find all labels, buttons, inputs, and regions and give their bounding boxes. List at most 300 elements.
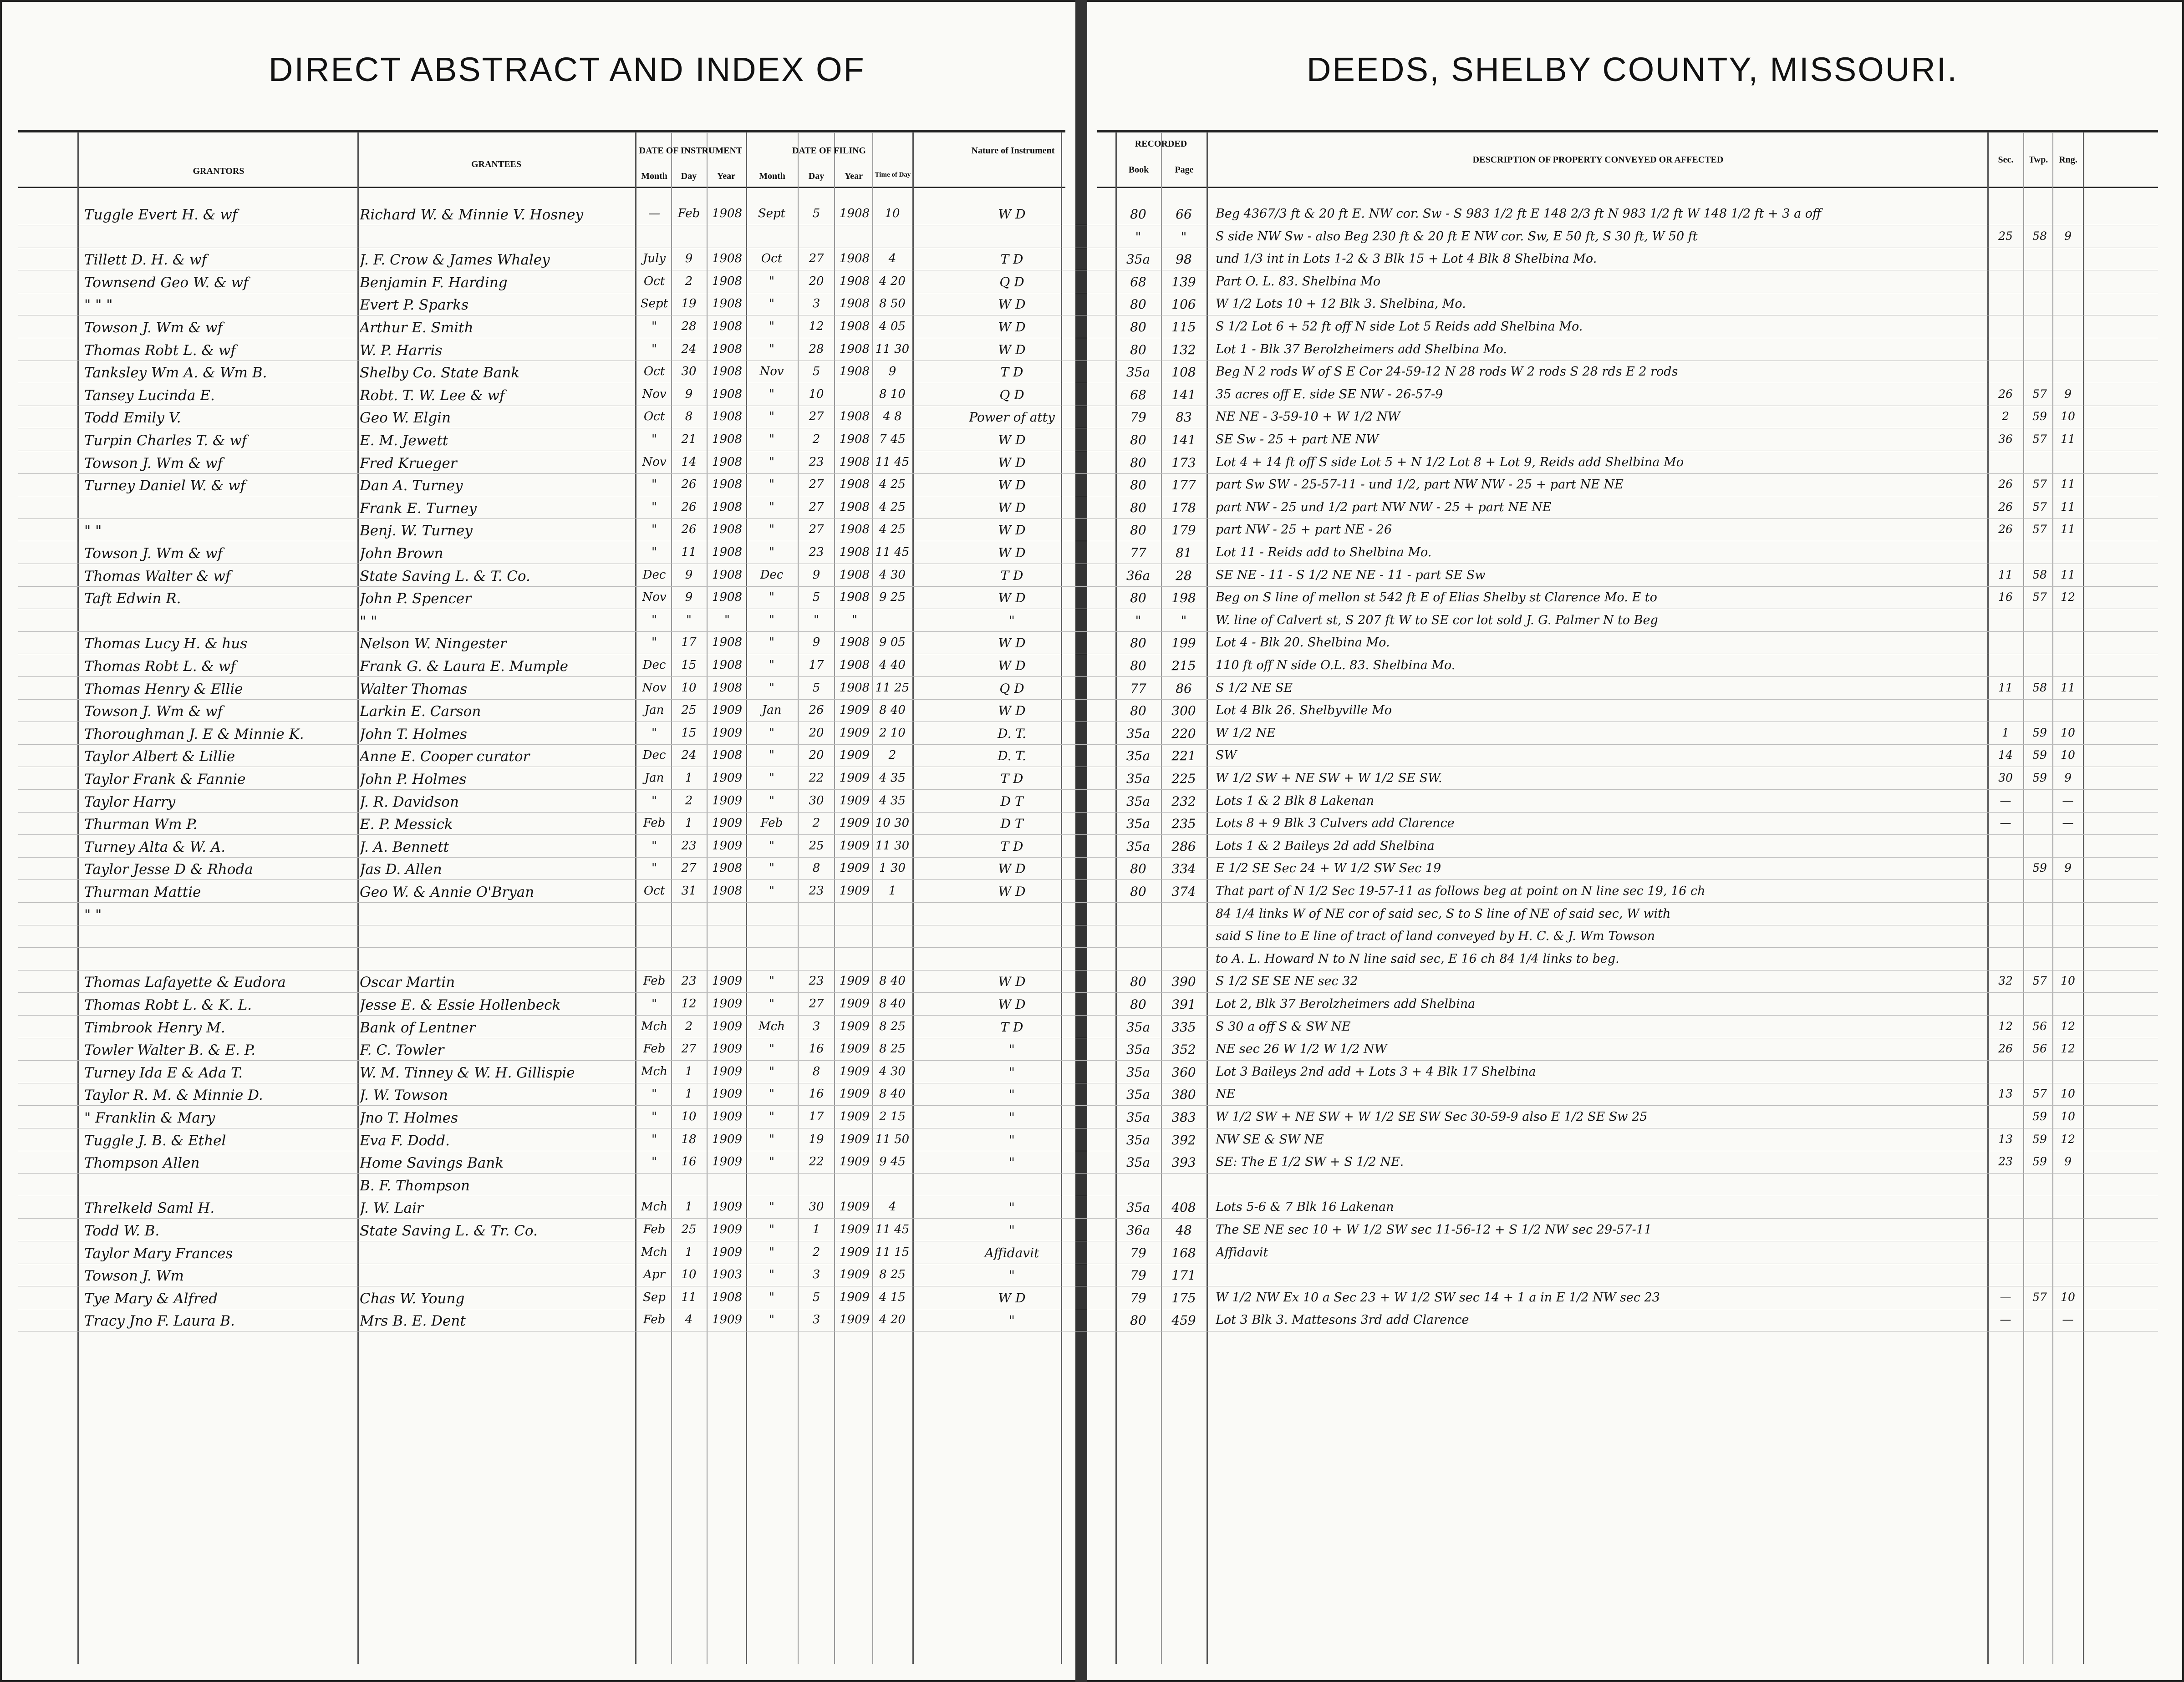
- sec-cell: —: [2000, 793, 2011, 807]
- filing-time-cell: 4 35: [879, 793, 906, 808]
- filing-day-cell: 27: [809, 500, 824, 514]
- instrument-day-cell: 1: [685, 1087, 693, 1101]
- nature-cell: ": [1009, 1200, 1015, 1215]
- filing-month-cell: ": [769, 884, 774, 898]
- filing-day-cell: 25: [809, 838, 824, 853]
- filing-day-cell: 30: [809, 793, 824, 808]
- description-cell: Lot 4 Blk 26. Shelbyville Mo: [1216, 703, 1392, 718]
- instrument-day-cell: 16: [681, 1155, 697, 1169]
- grantor-cell: Taylor Albert & Lillie: [84, 748, 235, 765]
- twp-cell: 59: [2032, 771, 2047, 784]
- filing-year-cell: 1908: [839, 523, 870, 537]
- instrument-year-cell: 1909: [712, 838, 743, 853]
- filing-day-cell: 9: [812, 568, 820, 582]
- filing-day-cell: 5: [812, 681, 820, 695]
- description-cell: Beg N 2 rods W of S E Cor 24-59-12 N 28 rods W 2 rods S 28 rds E 2 rods: [1216, 365, 1678, 379]
- nature-cell: W D: [998, 974, 1026, 990]
- nature-cell: W D: [998, 545, 1026, 560]
- description-cell: SE NE - 11 - S 1/2 NE NE - 11 - part SE Sw: [1216, 568, 1486, 582]
- instrument-month-cell: ": [652, 1087, 657, 1101]
- nature-cell: ": [1009, 1042, 1015, 1057]
- instrument-day-cell: 15: [681, 658, 697, 672]
- table-row: [0, 1310, 2184, 1331]
- rng-cell: 9: [2064, 387, 2072, 401]
- table-row: [0, 362, 2184, 383]
- page-cell: 408: [1171, 1200, 1196, 1215]
- page-cell: 300: [1171, 703, 1196, 719]
- description-cell: und 1/3 int in Lots 1-2 & 3 Blk 15 + Lot 4 Blk 8 Shelbina Mo.: [1216, 252, 1597, 266]
- grantor-cell: " Franklin & Mary: [84, 1110, 215, 1126]
- instrument-month-cell: Nov: [642, 681, 667, 695]
- nature-cell: W D: [998, 884, 1026, 899]
- table-row: [0, 452, 2184, 473]
- grantor-cell: " " ": [84, 297, 113, 314]
- table-row: [0, 656, 2184, 676]
- instrument-month-cell: ": [652, 320, 657, 333]
- rng-cell: 10: [2061, 726, 2075, 739]
- twp-cell: 57: [2032, 1087, 2047, 1101]
- sec-cell: 13: [1998, 1087, 2013, 1101]
- grantor-cell: Towson J. Wm & wf: [84, 320, 223, 336]
- grantee-cell: B. F. Thompson: [360, 1177, 470, 1194]
- instrument-year-cell: 1909: [712, 1042, 743, 1056]
- instrument-month-cell: Nov: [642, 590, 667, 605]
- grantee-cell: J. F. Crow & James Whaley: [360, 252, 550, 269]
- twp-cell: 56: [2032, 1042, 2047, 1056]
- table-row: [0, 836, 2184, 857]
- instrument-year-cell: 1909: [712, 1313, 743, 1327]
- filing-year-cell: 1909: [839, 1245, 870, 1259]
- table-row: [0, 1288, 2184, 1309]
- filing-time-cell: 4 20: [879, 1313, 906, 1327]
- grantor-cell: Towler Walter B. & E. P.: [84, 1042, 256, 1059]
- rng-cell: 10: [2061, 410, 2075, 423]
- filing-month-cell: ": [769, 997, 774, 1011]
- instrument-day-cell: 10: [681, 1268, 697, 1282]
- filing-year-cell: 1909: [839, 748, 870, 762]
- rng-cell: 12: [2061, 590, 2075, 604]
- filing-time-cell: 8 25: [879, 1268, 906, 1282]
- table-row: [0, 813, 2184, 834]
- page-cell: 175: [1171, 1290, 1196, 1306]
- filing-month-cell: ": [769, 1245, 774, 1259]
- filing-month-cell: ": [769, 274, 774, 288]
- description-cell: Lot 3 Baileys 2nd add + Lots 3 + 4 Blk 17 Shelbina: [1216, 1064, 1536, 1079]
- filing-day-cell: 2: [812, 816, 820, 830]
- row-rule: [18, 970, 2158, 971]
- book-cell: 35a: [1126, 748, 1151, 764]
- instrument-month-cell: ": [652, 613, 657, 627]
- description-cell: 35 acres off E. side SE NW - 26-57-9: [1216, 387, 1443, 401]
- description-cell: W 1/2 SW + NE SW + W 1/2 SE SW Sec 30-59-9 also E 1/2 SE Sw 25: [1216, 1110, 1648, 1124]
- filing-year-cell: 1908: [839, 365, 870, 379]
- filing-year-cell: 1908: [839, 274, 870, 288]
- filing-time-cell: 11 50: [875, 1132, 910, 1146]
- rng-cell: 12: [2061, 1042, 2075, 1056]
- filing-month-cell: ": [769, 1110, 774, 1123]
- row-rule: [18, 586, 2158, 587]
- description-cell: Lots 8 + 9 Blk 3 Culvers add Clarence: [1216, 816, 1455, 831]
- nature-cell: T D: [1000, 252, 1023, 267]
- instrument-day-cell: 27: [681, 1042, 697, 1056]
- page-cell: 173: [1171, 455, 1196, 470]
- sec-cell: 26: [1998, 523, 2013, 536]
- right-page-title: DEEDS, SHELBY COUNTY, MISSOURI.: [1307, 51, 1958, 88]
- instrument-year-cell: 1908: [712, 523, 743, 537]
- description-cell: E 1/2 SE Sec 24 + W 1/2 SW Sec 19: [1216, 861, 1441, 876]
- instrument-year-cell: 1908: [712, 500, 743, 514]
- twp-cell: 56: [2032, 1019, 2047, 1033]
- grantor-cell: Tuggle Evert H. & wf: [84, 207, 238, 223]
- instrument-year-cell: 1908: [712, 635, 743, 650]
- filing-month-cell: ": [769, 342, 774, 356]
- book-cell: 35a: [1126, 252, 1151, 267]
- book-cell: 80: [1130, 1313, 1146, 1328]
- book-cell: 79: [1130, 1268, 1146, 1283]
- instrument-year-cell: 1908: [712, 365, 743, 379]
- table-row: [0, 407, 2184, 428]
- filing-day-cell: 27: [809, 410, 824, 424]
- page-cell: ": [1181, 613, 1187, 628]
- instrument-year-cell: 1908: [712, 207, 743, 220]
- grantor-cell: Thomas Robt L. & wf: [84, 658, 236, 675]
- table-row: [0, 1197, 2184, 1218]
- instrument-day-cell: 28: [681, 320, 697, 333]
- instrument-month-cell: ": [652, 1132, 657, 1146]
- grantee-cell: Arthur E. Smith: [360, 320, 473, 336]
- instrument-year-cell: 1909: [712, 1064, 743, 1078]
- instrument-month-cell: July: [642, 252, 666, 266]
- page-cell: 178: [1171, 500, 1196, 515]
- instrument-month-cell: ": [652, 500, 657, 514]
- filing-month-cell: ": [769, 974, 774, 988]
- description-cell: Lots 1 & 2 Baileys 2d add Shelbina: [1216, 838, 1435, 853]
- book-cell: 80: [1130, 997, 1146, 1012]
- page-cell: 171: [1171, 1268, 1196, 1283]
- filing-month-cell: ": [769, 1087, 774, 1101]
- instrument-day-cell: 30: [681, 365, 697, 379]
- table-row: [0, 791, 2184, 812]
- grantee-cell: Frank E. Turney: [360, 500, 477, 517]
- table-row: [0, 678, 2184, 699]
- header-grantees: GRANTEES: [471, 159, 522, 169]
- rng-cell: 9: [2064, 1155, 2072, 1169]
- grantee-cell: Mrs B. E. Dent: [360, 1313, 466, 1330]
- instrument-year-cell: 1909: [712, 1200, 743, 1214]
- instrument-day-cell: 9: [685, 252, 693, 266]
- grantee-cell: Geo W. & Annie O'Bryan: [360, 884, 535, 900]
- table-row: [0, 204, 2184, 225]
- instrument-year-cell: 1908: [712, 748, 743, 762]
- page-cell: 141: [1171, 432, 1196, 447]
- row-rule: [18, 699, 2158, 700]
- row-rule: [18, 857, 2158, 858]
- description-cell: to A. L. Howard N to N line said sec, E 16 ch 84 1/4 links to beg.: [1216, 951, 1619, 966]
- instrument-day-cell: 23: [681, 838, 697, 853]
- grantor-cell: Towson J. Wm & wf: [84, 545, 223, 562]
- table-row: [0, 1130, 2184, 1151]
- description-cell: S 1/2 Lot 6 + 52 ft off N side Lot 5 Reids add Shelbina Mo.: [1216, 320, 1583, 334]
- instrument-month-cell: Oct: [643, 410, 665, 424]
- book-cell: 35a: [1126, 1019, 1151, 1035]
- instrument-day-cell: 9: [685, 590, 693, 605]
- filing-time-cell: 10: [885, 207, 900, 220]
- instrument-month-cell: ": [652, 545, 657, 559]
- instrument-day-cell: 27: [681, 861, 697, 875]
- grantee-cell: Jno T. Holmes: [360, 1110, 458, 1126]
- filing-day-cell: 2: [812, 432, 820, 446]
- instrument-year-cell: 1908: [712, 387, 743, 401]
- grantor-cell: Thurman Mattie: [84, 884, 201, 900]
- instrument-month-cell: ": [652, 1110, 657, 1123]
- header-instr-month: Month: [641, 171, 667, 181]
- instrument-year-cell: 1908: [712, 455, 743, 469]
- grantor-cell: Taylor Frank & Fannie: [84, 771, 246, 788]
- grantor-cell: Tye Mary & Alfred: [84, 1290, 218, 1307]
- filing-year-cell: 1909: [839, 816, 870, 830]
- instrument-month-cell: ": [652, 432, 657, 446]
- instrument-month-cell: Oct: [643, 274, 665, 288]
- row-rule: [18, 1060, 2158, 1061]
- instrument-year-cell: 1909: [712, 1223, 743, 1236]
- filing-month-cell: Dec: [760, 568, 784, 582]
- filing-time-cell: 8 40: [879, 703, 906, 717]
- instrument-month-cell: ": [652, 838, 657, 853]
- filing-day-cell: 12: [809, 320, 824, 333]
- column-header-rule-left: [18, 187, 1065, 188]
- sec-cell: 26: [1998, 478, 2013, 491]
- instrument-year-cell: 1908: [712, 478, 743, 492]
- grantee-cell: Robt. T. W. Lee & wf: [360, 387, 505, 404]
- filing-year-cell: 1909: [839, 1200, 870, 1214]
- filing-year-cell: 1909: [839, 726, 870, 740]
- page-cell: 108: [1171, 365, 1196, 380]
- nature-cell: T D: [1000, 838, 1023, 854]
- table-row: [0, 994, 2184, 1015]
- filing-year-cell: 1909: [839, 1019, 870, 1033]
- page-cell: 132: [1171, 342, 1196, 357]
- instrument-month-cell: Oct: [643, 884, 665, 898]
- nature-cell: W D: [998, 590, 1026, 606]
- filing-time-cell: 4 25: [879, 523, 906, 537]
- rng-cell: 10: [2061, 748, 2075, 762]
- header-recorded: RECORDED: [1135, 139, 1187, 149]
- filing-year-cell: 1908: [839, 500, 870, 514]
- table-row: [0, 565, 2184, 586]
- description-cell: W. line of Calvert st, S 207 ft W to SE cor lot sold J. G. Palmer N to Beg: [1216, 613, 1658, 627]
- instrument-day-cell: 2: [685, 793, 693, 808]
- twp-cell: 58: [2032, 681, 2047, 694]
- description-cell: Lot 4 + 14 ft off S side Lot 5 + N 1/2 Lot 8 + Lot 9, Reids add Shelbina Mo: [1216, 455, 1684, 469]
- description-cell: 84 1/4 links W of NE cor of said sec, S to S line of NE of said sec, W with: [1216, 906, 1671, 921]
- row-rule: [18, 676, 2158, 677]
- sec-cell: 30: [1998, 771, 2013, 784]
- description-cell: Part O. L. 83. Shelbina Mo: [1216, 274, 1381, 289]
- filing-year-cell: 1908: [839, 432, 870, 446]
- sec-cell: 13: [1998, 1132, 2013, 1146]
- filing-day-cell: 3: [812, 1019, 820, 1033]
- grantor-cell: Taylor Mary Frances: [84, 1245, 233, 1262]
- instrument-month-cell: Nov: [642, 387, 667, 401]
- header-filing-day: Day: [808, 171, 825, 181]
- description-cell: part NW - 25 + part NE - 26: [1216, 523, 1392, 537]
- book-cell: 80: [1130, 974, 1146, 990]
- instrument-year-cell: 1908: [712, 1290, 743, 1304]
- header-grantors: GRANTORS: [193, 166, 244, 176]
- rng-cell: 11: [2061, 432, 2075, 446]
- rng-cell: 11: [2061, 523, 2075, 536]
- instrument-day-cell: 2: [685, 1019, 693, 1033]
- instrument-year-cell: ": [724, 613, 730, 627]
- instrument-day-cell: 4: [685, 1313, 693, 1327]
- nature-cell: W D: [998, 432, 1026, 447]
- twp-cell: 58: [2032, 568, 2047, 581]
- instrument-month-cell: ": [652, 342, 657, 356]
- nature-cell: T D: [1000, 568, 1023, 583]
- book-cell: 35a: [1126, 1064, 1151, 1080]
- table-row: [0, 1062, 2184, 1083]
- description-cell: NE sec 26 W 1/2 W 1/2 NW: [1216, 1042, 1387, 1057]
- filing-day-cell: 5: [812, 1290, 820, 1304]
- filing-time-cell: 11 45: [875, 545, 910, 559]
- book-cell: 79: [1130, 410, 1146, 425]
- page-cell: 380: [1171, 1087, 1196, 1103]
- filing-month-cell: ": [769, 1268, 774, 1282]
- table-row: [0, 904, 2184, 925]
- description-cell: 110 ft off N side O.L. 83. Shelbina Mo.: [1216, 658, 1456, 672]
- instrument-day-cell: 21: [681, 432, 697, 446]
- table-row: [0, 881, 2184, 902]
- row-rule: [18, 902, 2158, 903]
- book-cell: 80: [1130, 478, 1146, 493]
- nature-cell: ": [1009, 1155, 1015, 1170]
- book-cell: 80: [1130, 703, 1146, 719]
- description-cell: That part of N 1/2 Sec 19-57-11 as follows beg at point on N line sec 19, 16 ch: [1216, 884, 1705, 898]
- rng-cell: 12: [2061, 1019, 2075, 1033]
- filing-year-cell: 1908: [839, 207, 870, 220]
- instrument-day-cell: 10: [681, 1110, 697, 1123]
- rng-cell: 11: [2061, 681, 2075, 694]
- instrument-year-cell: 1909: [712, 793, 743, 808]
- instrument-year-cell: 1908: [712, 274, 743, 288]
- grantor-cell: " ": [84, 906, 102, 923]
- instrument-month-cell: Mch: [641, 1200, 667, 1214]
- grantor-cell: Turney Alta & W. A.: [84, 838, 226, 855]
- nature-cell: Power of atty: [969, 410, 1055, 425]
- grantee-cell: Benjamin F. Harding: [360, 274, 508, 291]
- instrument-year-cell: 1908: [712, 658, 743, 672]
- book-cell: 80: [1130, 207, 1146, 222]
- instrument-year-cell: 1903: [712, 1268, 743, 1282]
- grantor-cell: Townsend Geo W. & wf: [84, 274, 249, 291]
- description-cell: Affidavit: [1216, 1245, 1268, 1260]
- book-cell: 68: [1130, 274, 1146, 290]
- grantee-cell: E. P. Messick: [360, 816, 453, 833]
- filing-month-cell: ": [769, 1042, 774, 1056]
- book-cell: 80: [1130, 432, 1146, 447]
- description-cell: part NW - 25 und 1/2 part NW NW - 25 + part NE NE: [1216, 500, 1552, 514]
- instrument-month-cell: Jan: [644, 771, 664, 785]
- instrument-year-cell: 1908: [712, 297, 743, 311]
- rng-cell: 12: [2061, 1132, 2075, 1146]
- filing-day-cell: 27: [809, 252, 824, 266]
- nature-cell: Q D: [999, 274, 1024, 290]
- filing-year-cell: 1909: [839, 1042, 870, 1056]
- instrument-day-cell: 1: [685, 771, 693, 785]
- instrument-month-cell: Mch: [641, 1245, 667, 1259]
- filing-time-cell: 4 25: [879, 500, 906, 514]
- table-row: [0, 1220, 2184, 1241]
- twp-cell: 58: [2032, 229, 2047, 243]
- nature-cell: W D: [998, 478, 1026, 493]
- instrument-year-cell: 1908: [712, 681, 743, 695]
- table-row: [0, 272, 2184, 293]
- row-rule: [18, 879, 2158, 880]
- grantor-cell: Turpin Charles T. & wf: [84, 432, 247, 449]
- header-filing-month: Month: [759, 171, 785, 181]
- filing-time-cell: 8 40: [879, 1087, 906, 1101]
- filing-time-cell: 4: [888, 1200, 896, 1214]
- description-cell: Lot 1 - Blk 37 Berolzheimers add Shelbina Mo.: [1216, 342, 1507, 356]
- grantee-cell: J. R. Davidson: [360, 793, 459, 810]
- grantor-cell: Tillett D. H. & wf: [84, 252, 207, 269]
- instrument-day-cell: 1: [685, 1245, 693, 1259]
- book-cell: 35a: [1126, 771, 1151, 786]
- description-cell: Lot 4 - Blk 20. Shelbina Mo.: [1216, 635, 1390, 650]
- filing-time-cell: 4 8: [883, 410, 902, 424]
- sec-cell: 23: [1998, 1155, 2013, 1169]
- description-cell: W 1/2 NE: [1216, 726, 1276, 740]
- instrument-day-cell: Feb: [677, 207, 700, 220]
- page-cell: 83: [1176, 410, 1192, 425]
- grantor-cell: Tuggle J. B. & Ethel: [84, 1132, 226, 1149]
- twp-cell: 57: [2032, 1290, 2047, 1304]
- description-cell: NW SE & SW NE: [1216, 1132, 1324, 1147]
- instrument-month-cell: ": [652, 1155, 657, 1169]
- nature-cell: W D: [998, 207, 1026, 222]
- filing-year-cell: 1909: [839, 1132, 870, 1146]
- table-row: [0, 498, 2184, 518]
- header-twp: Twp.: [2028, 155, 2048, 165]
- nature-cell: ": [1009, 1110, 1015, 1125]
- table-row: [0, 701, 2184, 722]
- description-cell: said S line to E line of tract of land conveyed by H. C. & J. Wm Towson: [1216, 929, 1655, 944]
- filing-day-cell: 27: [809, 478, 824, 492]
- nature-cell: ": [1009, 1064, 1015, 1080]
- book-cell: 80: [1130, 523, 1146, 538]
- description-cell: Lot 11 - Reids add to Shelbina Mo.: [1216, 545, 1432, 559]
- filing-time-cell: 4 30: [879, 1064, 906, 1078]
- header-date-of-filing: DATE OF FILING: [792, 146, 866, 156]
- table-row: [0, 475, 2184, 496]
- book-cell: 35a: [1126, 1087, 1151, 1103]
- filing-day-cell: 16: [809, 1087, 824, 1101]
- grantor-cell: Taylor Jesse D & Rhoda: [84, 861, 253, 878]
- filing-year-cell: 1908: [839, 568, 870, 582]
- grantee-cell: Walter Thomas: [360, 681, 468, 697]
- sec-cell: 36: [1998, 432, 2013, 446]
- grantor-cell: Tracy Jno F. Laura B.: [84, 1313, 235, 1330]
- header-sec: Sec.: [1998, 155, 2014, 165]
- filing-month-cell: ": [769, 1200, 774, 1214]
- grantee-cell: Evert P. Sparks: [360, 297, 468, 314]
- instrument-day-cell: 15: [681, 726, 697, 740]
- twp-cell: 57: [2032, 478, 2047, 491]
- filing-time-cell: 4 35: [879, 771, 906, 785]
- instrument-month-cell: Feb: [643, 974, 666, 988]
- grantor-cell: Thompson Allen: [84, 1155, 200, 1172]
- instrument-month-cell: Sep: [643, 1290, 666, 1304]
